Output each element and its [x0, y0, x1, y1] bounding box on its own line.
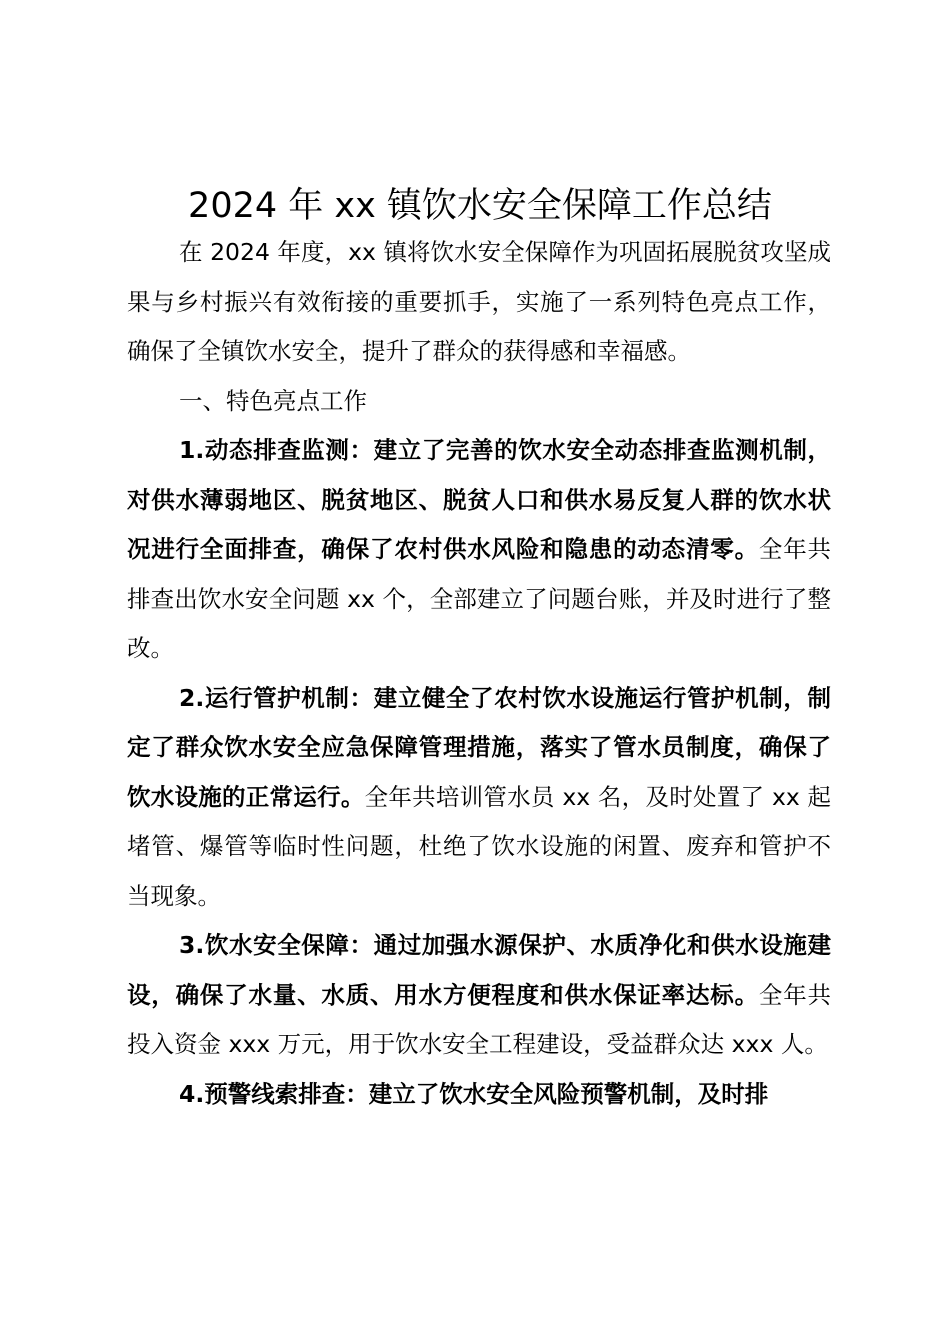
- item-paragraph-2: [127, 674, 831, 922]
- item-2-bold-text: 2.运行管护机制：建立健全了农村饮水设施运行管护机制，制定了群众饮水安全应急保障管理措施，落实了管水员制度，确保了饮水设施的正常运行。: [127, 683, 831, 811]
- document-body: [127, 228, 831, 1119]
- item-paragraph-3: [127, 921, 831, 1070]
- item-1-bold-text: 1.动态排查监测：建立了完善的饮水安全动态排查监测机制，对供水薄弱地区、脱贫地区、脱贫人口和供水易反复人群的饮水状况进行全面排查，确保了农村供水风险和隐患的动态清零。: [127, 436, 831, 563]
- item-paragraph-4: [127, 1070, 831, 1120]
- item-2-text: 全年共培训管水员 xx 名，及时处置了 xx 起堵管、爆管等临时性问题，杜绝了饮水设施的闲置、废弃和管护不当现象。: [127, 782, 832, 910]
- item-1-text: 全年共排查出饮水安全问题 xx 个，全部建立了问题台账，并及时进行了整改。: [127, 535, 832, 662]
- item-3-text: 全年共投入资金 xxx 万元，用于饮水安全工程建设，受益群众达 xxx 人。: [127, 980, 832, 1058]
- intro-paragraph: 在 2024 年度，xx 镇将饮水安全保障作为巩固拓展脱贫攻坚成果与乡村振兴有效衔接的重要抓手，实施了一系列特色亮点工作，确保了全镇饮水安全，提升了群众的获得感和幸福感。: [127, 238, 831, 365]
- document-title: 2024 年 xx 镇饮水安全保障工作总结: [188, 186, 772, 226]
- item-3-bold-text: 3.饮水安全保障：通过加强水源保护、水质净化和供水设施建设，确保了水量、水质、用水方便程度和供水保证率达标。: [127, 931, 831, 1009]
- section-heading: 一、特色亮点工作: [179, 386, 367, 415]
- item-paragraph-1: [127, 426, 831, 674]
- item-4-bold-text: 4.预警线索排查：建立了饮水安全风险预警机制，及时排: [179, 1079, 769, 1108]
